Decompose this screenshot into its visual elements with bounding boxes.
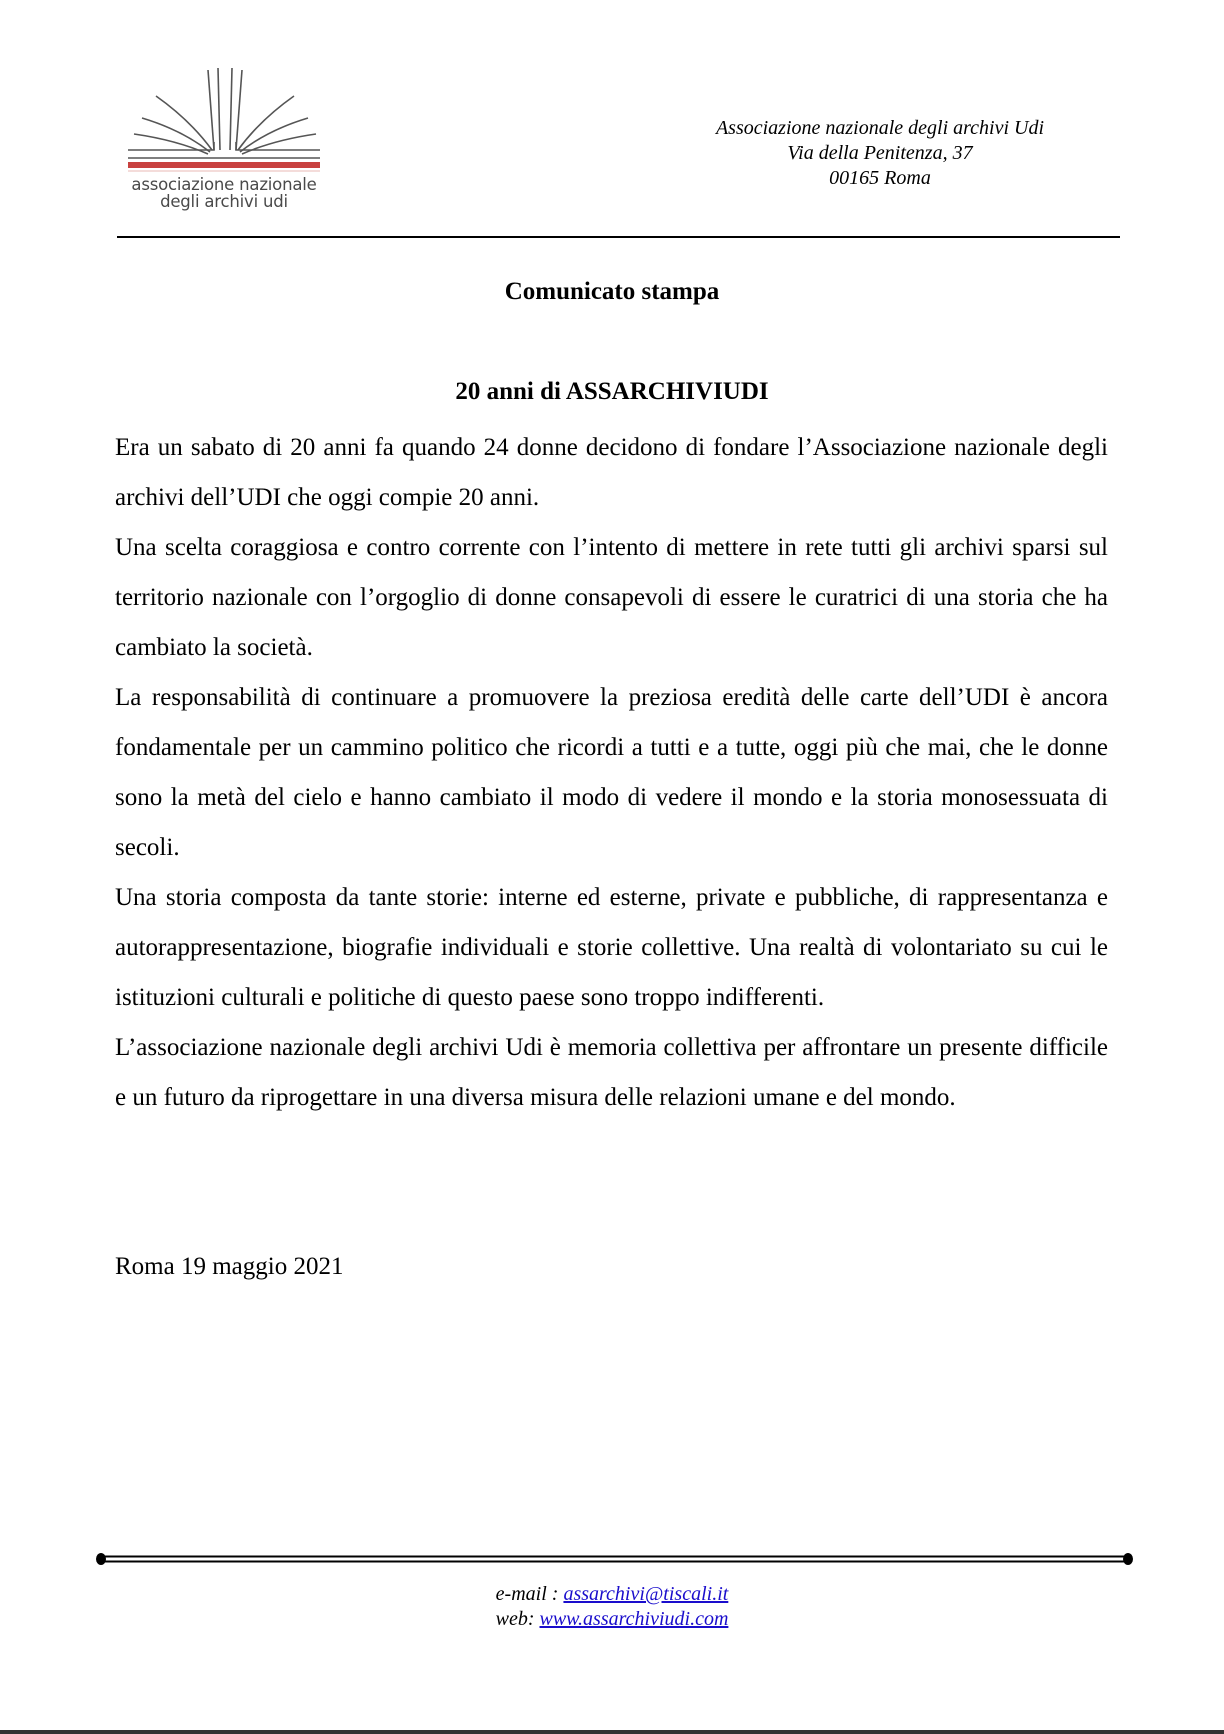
address-line-city: 00165 Roma bbox=[829, 167, 931, 189]
footer-divider bbox=[96, 1549, 1134, 1569]
logo-text bbox=[128, 176, 320, 210]
logo-red-band bbox=[128, 162, 320, 168]
document-type: Comunicato stampa bbox=[504, 278, 720, 305]
divider-end-dot bbox=[1123, 1553, 1133, 1565]
web-link[interactable]: www.assarchiviudi.com bbox=[539, 1608, 729, 1630]
body-paragraph: La responsabilità di continuare a promuovere la preziosa eredità delle carte dell’UDI è ancora fondamentale per un cammino politico che ricordi a tutti e a tutte, oggi più che mai, che le donne sono la metà del cielo e hanno cambiato il modo di vedere il mondo e la storia monosessuata di secoli. bbox=[115, 684, 1108, 861]
place-and-date: Roma 19 maggio 2021 bbox=[115, 1253, 344, 1280]
logo-line-2: degli archivi udi bbox=[160, 192, 288, 211]
sender-address bbox=[640, 116, 1120, 191]
body-paragraph: Una storia composta da tante storie: interne ed esterne, private e pubbliche, di rappresentanza e autorappresentazione, biografie individuali e storie collettive. Una realtà di volontariato su cui le istituzioni culturali e politiche di questo paese sono troppo indifferenti. bbox=[115, 884, 1108, 1011]
body-paragraph: L’associazione nazionale degli archivi Udi è memoria collettiva per affrontare un presente difficile e un futuro da riprogettare in una diversa misura delle relazioni umane e del mondo. bbox=[115, 1034, 1108, 1111]
body-paragraph: Era un sabato di 20 anni fa quando 24 donne decidono di fondare l’Associazione nazionale degli archivi dell’UDI che oggi compie 20 anni. bbox=[115, 434, 1108, 511]
web-row bbox=[0, 1607, 1224, 1632]
email-row bbox=[0, 1582, 1224, 1607]
footer-contacts bbox=[0, 1582, 1224, 1632]
logo-line-1: associazione nazionale bbox=[131, 175, 317, 194]
address-line-street: Via della Penitenza, 37 bbox=[787, 142, 973, 164]
body-paragraph: Una scelta coraggiosa e contro corrente con l’intento di mettere in rete tutti gli archivi sparsi sul territorio nazionale con l’orgoglio di donne consapevoli di essere le curatrici di una storia che ha cambiato la società. bbox=[115, 534, 1108, 661]
email-link[interactable]: assarchivi@tiscali.it bbox=[563, 1583, 729, 1605]
email-label: e-mail : bbox=[495, 1583, 564, 1605]
web-label: web: bbox=[495, 1608, 540, 1630]
page-bottom-edge bbox=[0, 1730, 1224, 1734]
document-title: 20 anni di ASSARCHIVIUDI bbox=[455, 378, 769, 405]
book-rays-icon bbox=[128, 68, 320, 176]
address-line-organization: Associazione nazionale degli archivi Udi bbox=[715, 117, 1045, 139]
document-body bbox=[115, 423, 1108, 1123]
logo bbox=[128, 68, 320, 218]
divider-end-dot bbox=[96, 1553, 106, 1565]
header-divider bbox=[117, 236, 1120, 238]
